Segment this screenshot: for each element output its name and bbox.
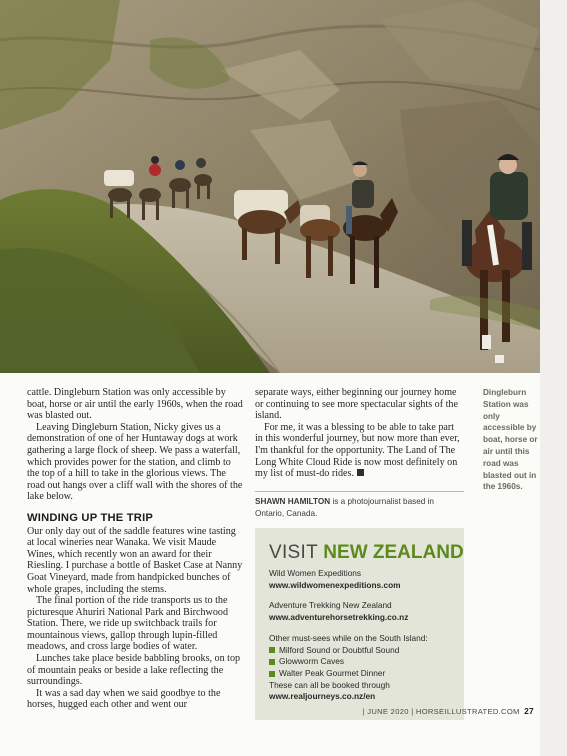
page-number: 27 (524, 706, 534, 716)
footer-site: HORSEILLUSTRATED.COM (415, 707, 520, 716)
footer-separator: | (362, 707, 365, 716)
photo-horse-riders-trail-icon (0, 0, 540, 373)
paragraph: cattle. Dingleburn Station was only accessible by boat, horse or air until the early 1960s, when the road was blasted out. (27, 387, 243, 422)
list-item-label: Milford Sound or Doubtful Sound (279, 644, 400, 655)
list-item-label: Glowworm Caves (279, 656, 345, 667)
sidebar-title-country: NEW ZEALAND (323, 542, 464, 563)
page-footer (363, 706, 534, 716)
square-bullet-icon (269, 647, 275, 653)
square-bullet-icon (269, 659, 275, 665)
paragraph (255, 422, 464, 480)
photo-caption: Dingleburn Station was only accessible by boat, horse or air until this road was blasted out in the 1960s. (483, 388, 538, 492)
sidebar-org: Wild Women Expeditions (269, 568, 362, 578)
list-item (269, 645, 457, 657)
sidebar-org: Adventure Trekking New Zealand (269, 600, 392, 611)
sidebar-title (269, 542, 464, 564)
visit-sidebar (255, 528, 464, 720)
paragraph: Our only day out of the saddle features wine tasting at local wineries near Wanaka. We visit Maude Wines, which recently won an award for their Riesling. I purchase a bottle of Basket Case at Nanny Goat Vineyard, made from handpicked bunches of whole grapes, including the stems. (27, 525, 243, 595)
sidebar-link[interactable]: www.adventurehorsetrekking.co.nz (269, 612, 409, 623)
footer-separator: | (411, 707, 414, 716)
list-item-label: Walter Peak Gourmet Dinner (279, 667, 386, 678)
sidebar-link[interactable]: www.wildwomenexpeditions.com (269, 579, 401, 590)
footer-issue: JUNE 2020 (367, 707, 409, 716)
paragraph: The final portion of the ride transports us to the picturesque Ahuriri National Park and Birchwood Station. There, we ride up switchback trails for mountainous views, gallop through lupin-filled meadows, and cross large bodies of water. (27, 595, 228, 653)
paragraph: Lunches take place beside babbling brooks, on top of mountain peaks or beside a lake reflecting the surroundings. (27, 653, 241, 688)
sidebar-booking: These can all be booked through (269, 679, 390, 690)
paragraph: Leaving Dingleburn Station, Nicky gives us a demonstration of one of her Huntaway dogs at work gathering a large flock of sheep. We pass a waterfall, which provides power for the station, and climb to the top of a hill to take in the glorious views. The road out hangs over a cliff wall with the shores of the lake below. (27, 421, 243, 503)
author-bio: is a photojournalist based in Ontario, Canada. (255, 497, 434, 518)
article-column-2 (255, 387, 464, 480)
end-mark-icon (357, 469, 364, 476)
list-item (269, 668, 457, 680)
paragraph: It was a sad day when we said goodbye to the horses, hugged each other and went our (27, 687, 221, 711)
paragraph: separate ways, either beginning our journey home or continuing to see more spectacular sights of the island. (255, 387, 458, 422)
list-item (269, 656, 457, 668)
author-name: SHAWN HAMILTON (255, 497, 331, 506)
square-bullet-icon (269, 671, 275, 677)
hero-photo (0, 0, 540, 373)
article-column-1 (27, 387, 244, 711)
sidebar-body (269, 568, 457, 703)
sidebar-link[interactable]: www.realjourneys.co.nz/en (269, 691, 376, 702)
section-heading: WINDING UP THE TRIP (27, 511, 154, 524)
author-byline (255, 491, 464, 519)
sidebar-intro: Other must-sees while on the South Island: (269, 632, 428, 643)
paragraph-text: For me, it was a blessing to be able to take part in this wonderful journey, but now more than ever, I'm thankful for the opportunity. The Land of The Long White Cloud Ride is now most definitely on my list of must-do rides. (255, 421, 460, 480)
sidebar-title-visit: VISIT (269, 542, 319, 563)
page-margin (540, 0, 567, 756)
spacer (269, 591, 457, 600)
spacer (269, 624, 457, 633)
